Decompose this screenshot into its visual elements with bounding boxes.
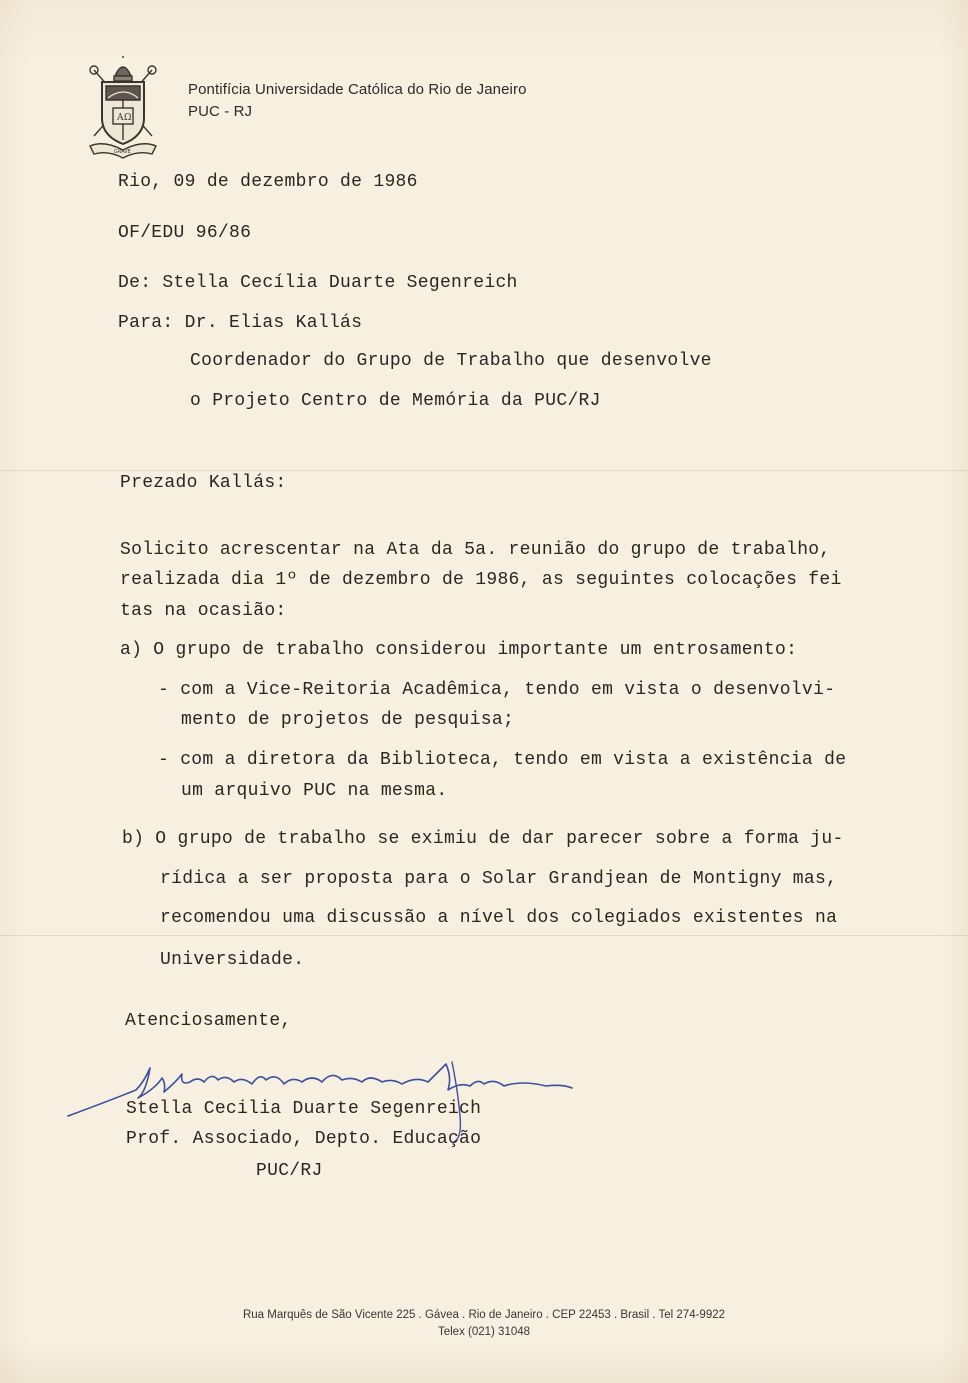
date-line: Rio, 09 de dezembro de 1986 xyxy=(118,172,418,192)
fold-line-top xyxy=(0,470,968,471)
closing: Atenciosamente, xyxy=(125,1011,292,1031)
item-a-bullet-1: - com a Vice-Reitoria Acadêmica, tendo em vista o desenvolvi- xyxy=(158,680,836,700)
svg-text:Ω: Ω xyxy=(124,113,132,123)
reference-number: OF/EDU 96/86 xyxy=(118,223,252,243)
institution-abbreviation: PUC - RJ xyxy=(188,103,253,120)
to-role-line-1: Coordenador do Grupo de Trabalho que desenvolve xyxy=(190,351,712,371)
to-role-line-2: o Projeto Centro de Memória da PUC/RJ xyxy=(190,391,601,411)
body-line: realizada dia 1º de dezembro de 1986, as seguintes colocações fei xyxy=(120,570,842,590)
svg-text:A: A xyxy=(117,113,124,123)
body-line: Solicito acrescentar na Ata da 5a. reunião do grupo de trabalho, xyxy=(120,540,831,560)
signer-institution: PUC/RJ xyxy=(256,1161,323,1181)
item-b-line: recomendou uma discussão a nível dos colegiados existentes na xyxy=(160,908,838,928)
item-b-line: b) O grupo de trabalho se eximiu de dar parecer sobre a forma ju- xyxy=(122,829,844,849)
footer-address: Rua Marquês de São Vicente 225 . Gávea . Rio de Janeiro . CEP 22453 . Brasil . Tel 274-9922 xyxy=(242,1309,726,1321)
salutation: Prezado Kallás: xyxy=(120,473,287,493)
letterhead xyxy=(188,79,527,123)
item-a: a) O grupo de trabalho considerou importante um entrosamento: xyxy=(120,640,798,660)
university-crest-icon xyxy=(84,56,162,160)
item-a-bullet-2: - com a diretora da Biblioteca, tendo em vista a existência de xyxy=(158,750,847,770)
item-b-line: rídica a ser proposta para o Solar Grandjean de Montigny mas, xyxy=(160,869,838,889)
body-line: tas na ocasião: xyxy=(120,601,287,621)
item-b-line: Universidade. xyxy=(160,950,305,970)
fold-line-bottom xyxy=(0,935,968,936)
footer-telex: Telex (021) 31048 xyxy=(437,1326,531,1338)
item-a-bullet-2-cont: um arquivo PUC na mesma. xyxy=(181,781,448,801)
item-a-bullet-1-cont: mento de projetos de pesquisa; xyxy=(181,710,515,730)
institution-name: Pontifícia Universidade Católica do Rio de Janeiro xyxy=(188,81,527,98)
signer-title: Prof. Associado, Depto. Educação xyxy=(126,1129,482,1149)
to-line: Para: Dr. Elias Kallás xyxy=(118,313,363,333)
signer-name: Stella Cecilia Duarte Segenreich xyxy=(126,1099,482,1119)
from-line: De: Stella Cecília Duarte Segenreich xyxy=(118,273,518,293)
svg-text:GRAVE: GRAVE xyxy=(114,149,131,155)
